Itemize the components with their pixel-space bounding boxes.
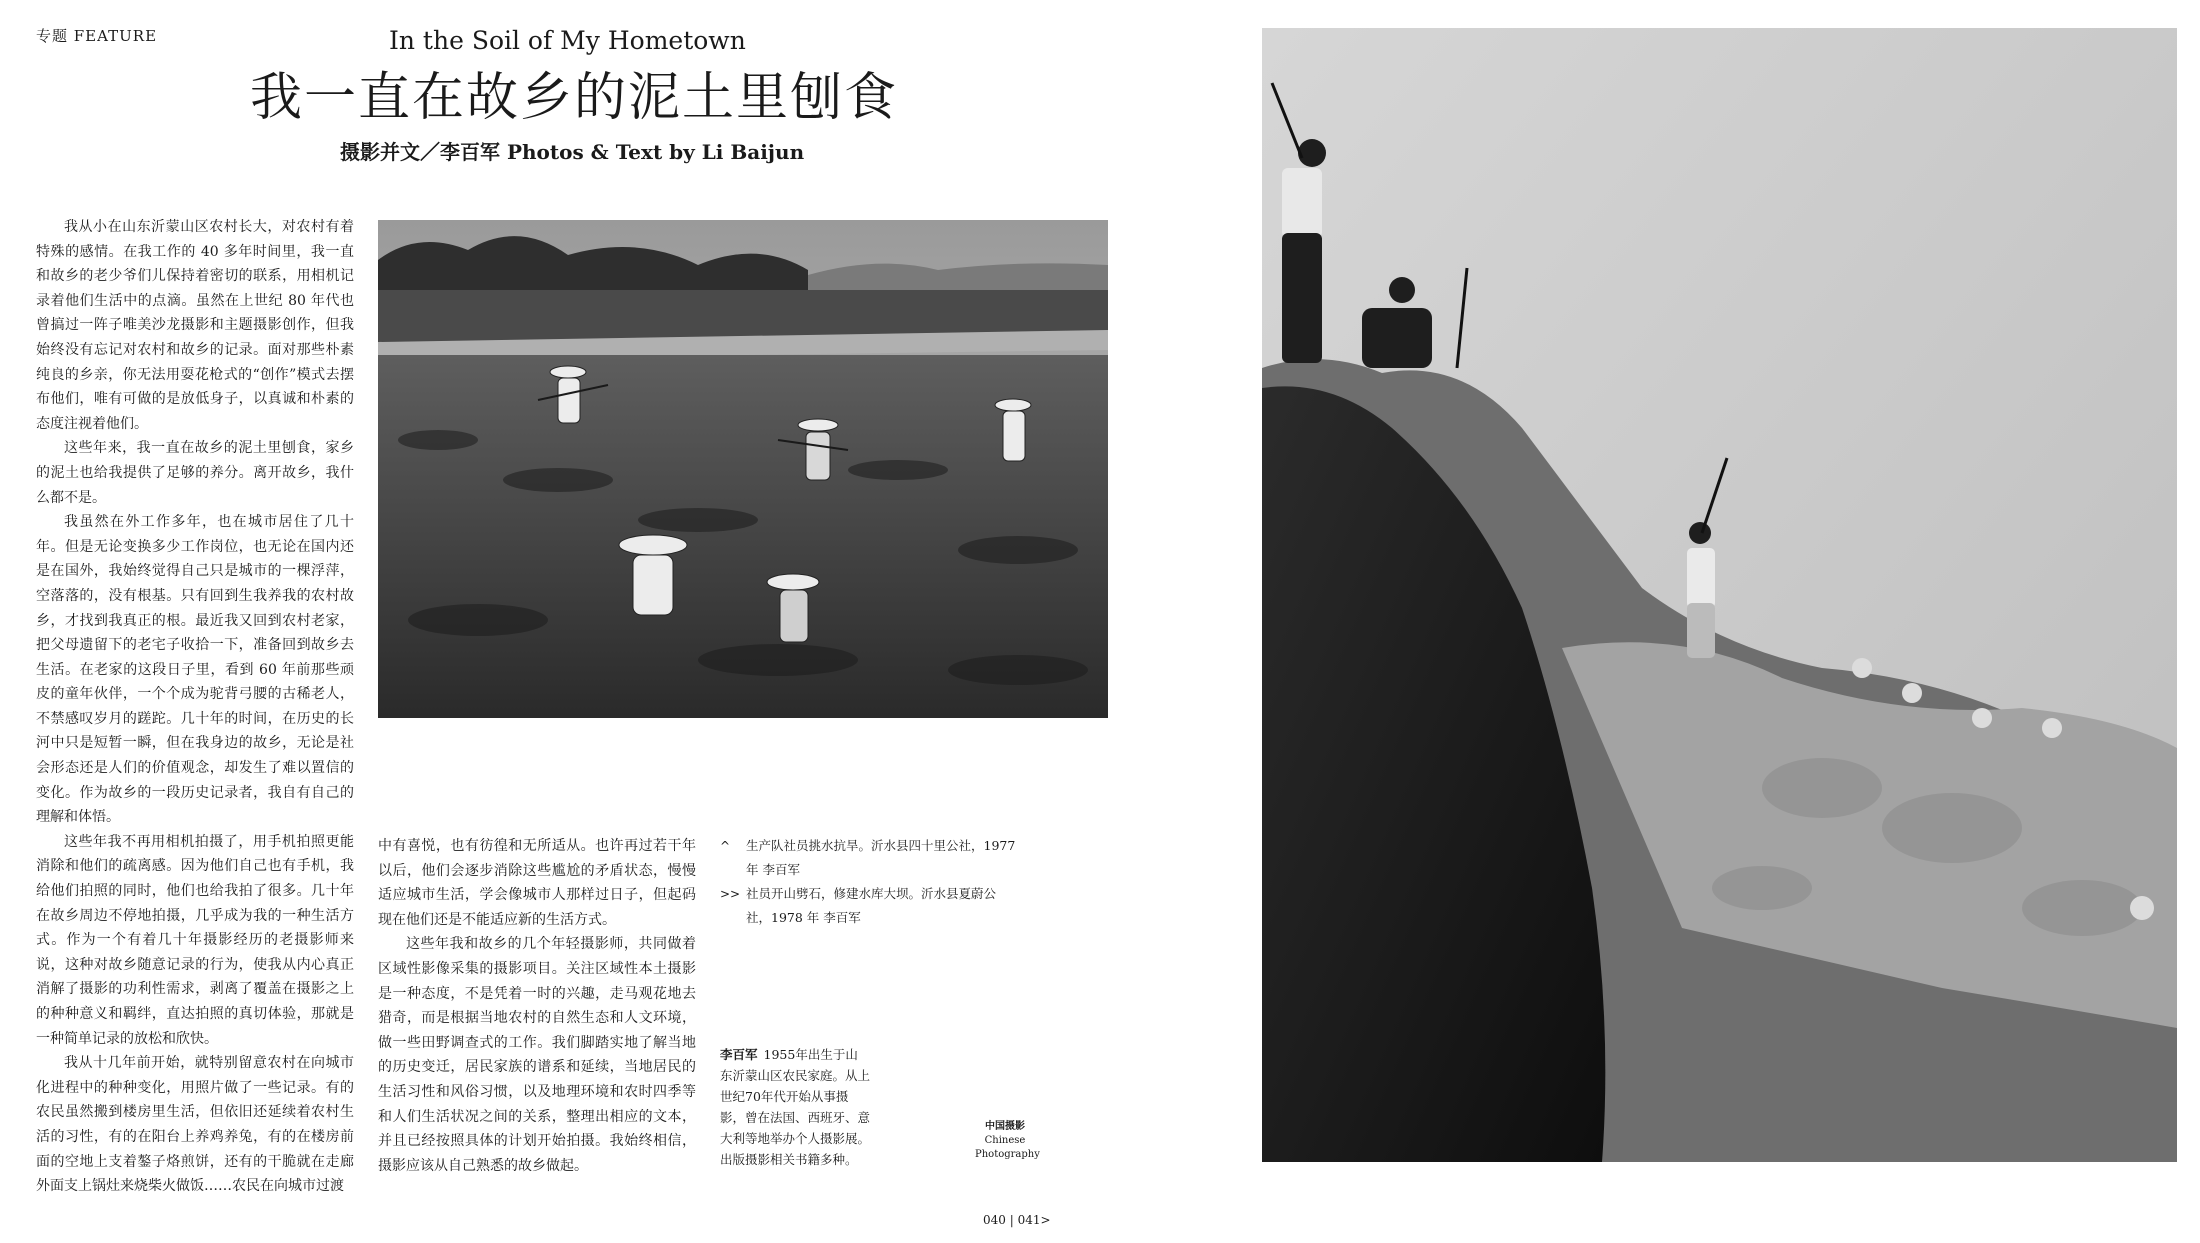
author-name: 李百军 [720,1047,758,1062]
author-bio [720,1044,870,1170]
publication-name-zh: 中国摄影 [985,1121,1025,1132]
paragraph: 这些年来，我一直在故乡的泥土里刨食，家乡的泥土也给我提供了足够的养分。离开故乡，我什么都不是。 [36,440,354,506]
page-numbers: 040 | 041> [983,1213,1051,1227]
photo-captions [720,834,1020,930]
paragraph: 中有喜悦，也有彷徨和无所适从。也许再过若干年以后，他们会逐步消除这些尴尬的矛盾状态，慢慢适应城市生活，学会像城市人那样过日子，但起码现在他们还是不能适应新的生活方式。 [378,838,696,928]
paragraph: 这些年我和故乡的几个年轻摄影师，共同做着区域性影像采集的摄影项目。关注区域性本土摄影是一种态度，不是凭着一时的兴趣，走马观花地去猎奇，而是根据当地农村的自然生态和人文环境，做一些田野调查式的工作。我们脚踏实地了解当地的历史变迁，居民家族的谱系和延续，当地居民的生活习性和风俗习惯，以及地理环境和农时四季等和人们生活状况之间的关系，整理出相应的文本，并且已经按照具体的计划开始拍摄。我始终相信，摄影应该从自己熟悉的故乡做起。 [378,936,696,1174]
publication-name-en-2: Photography [975,1149,1040,1160]
author-bio-text: 1955年出生于山东沂蒙山区农民家庭。从上世纪70年代开始从事摄影，曾在法国、西班牙、意大利等地举办个人摄影展。出版摄影相关书籍多种。 [720,1047,871,1167]
publication-name-en-1: Chinese [984,1135,1026,1146]
paragraph: 我从十几年前开始，就特别留意农村在向城市化进程中的种种变化，用照片做了一些记录。有的农民虽然搬到楼房里生活，但依旧还延续着农村生活的习性，有的在阳台上养鸡养兔，有的在楼房前面的空地上支着鏊子烙煎饼，还有的干脆就在走廊外面支上锅灶来烧柴火做饭……农民在向城市过渡 [36,1055,354,1195]
section-tag: 专题 FEATURE [36,27,158,45]
article-title-en: In the Soil of My Hometown [389,26,746,55]
article-column-1 [36,215,354,1199]
caption-item [720,882,1020,930]
caption-arrow-right-icon: >> [720,887,741,901]
article-column-2 [378,834,696,1178]
quarry-workers-photo [1262,28,2177,1162]
byline: 摄影并文／李百军 Photos & Text by Li Baijun [340,140,805,164]
caption-arrow-up-icon: ^ [720,839,731,853]
publication-mark [975,1120,1040,1162]
paragraph: 我从小在山东沂蒙山区农村长大，对农村有着特殊的感情。在我工作的 40 多年时间里，我一直和故乡的老少爷们儿保持着密切的联系，用相机记录着他们生活中的点滴。虽然在上世纪 80 年代也曾搞过一阵子唯美沙龙摄影和主题摄影创作，但我始终没有忘记对农村和故乡的记录。面对那些朴素纯良的乡亲，你无法用耍花枪式的“创作”模式去摆布他们，唯有可做的是放低身子，以真诚和朴素的态度注视着他们。 [36,219,354,432]
article-title-zh: 我一直在故乡的泥土里刨食 [250,68,899,128]
caption-text: 社员开山劈石，修建水库大坝。沂水县夏蔚公社，1978 年 李百军 [746,886,997,925]
farm-workers-photo [378,220,1108,718]
caption-text: 生产队社员挑水抗旱。沂水县四十里公社，1977 年 李百军 [746,838,1016,877]
caption-item [720,834,1020,882]
paragraph: 这些年我不再用相机拍摄了，用手机拍照更能消除和他们的疏离感。因为他们自己也有手机，我给他们拍照的同时，他们也给我拍了很多。几十年在故乡周边不停地拍摄，几乎成为我的一种生活方式。作为一个有着几十年摄影经历的老摄影师来说，这种对故乡随意记录的行为，使我从内心真正消解了摄影的功利性需求，剥离了覆盖在摄影之上的种种意义和羁绊，直达拍照的真切体验，那就是一种简单记录的放松和欣快。 [36,833,354,1047]
paragraph: 我虽然在外工作多年，也在城市居住了几十年。但是无论变换多少工作岗位，也无论在国内还是在国外，我始终觉得自己只是城市的一棵浮萍，空落落的，没有根基。只有回到生我养我的农村故乡，才找到我真正的根。最近我又回到农村老家，把父母遗留下的老宅子收拾一下，准备回到故乡去生活。在老家的这段日子里，看到 60 年前那些顽皮的童年伙伴，一个个成为驼背弓腰的古稀老人，不禁感叹岁月的蹉跎。几十年的时间，在历史的长河中只是短暂一瞬，但在我身边的故乡，无论是社会形态还是人们的价值观念，却发生了难以置信的变化。作为故乡的一段历史记录者，我自有自己的理解和体悟。 [36,514,354,826]
